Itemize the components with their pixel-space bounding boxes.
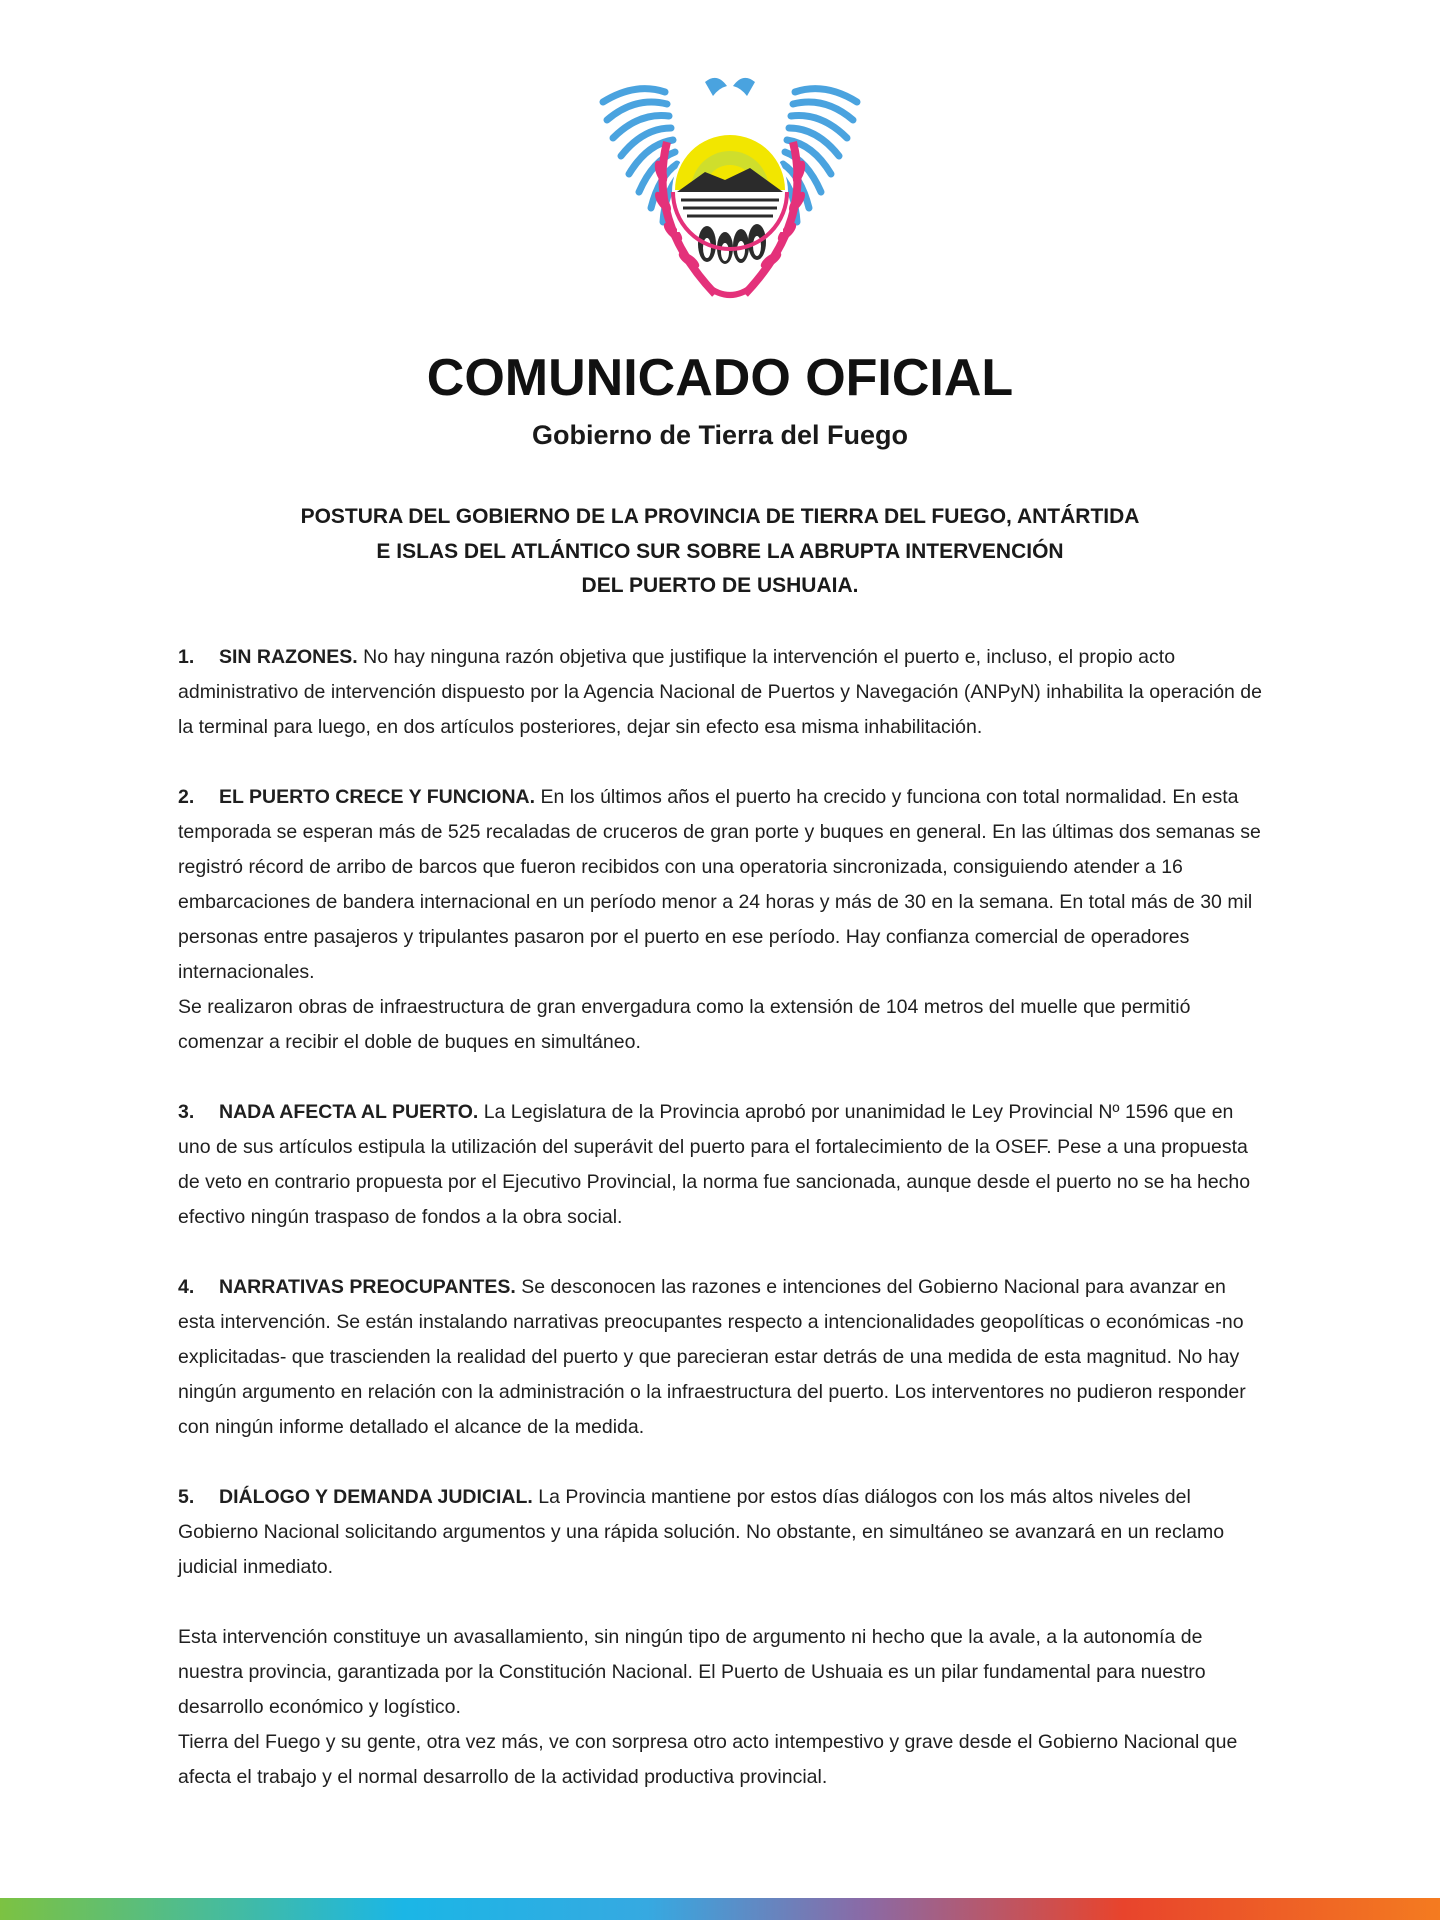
item-text: No hay ninguna razón objetiva que justifique la intervención el puerto e, incluso, el propio acto administrativo de intervención dispuesto por la Agencia Nacional de Puertos y Navegación (ANPyN) inhabilita la operación de la terminal para luego, en dos artículos posteriores, dejar sin efecto esa misma inhabilitación.	[178, 646, 1262, 738]
coat-of-arms-icon	[595, 72, 865, 304]
statement-item-5	[178, 1480, 1268, 1585]
closing-paragraphs	[178, 1620, 1268, 1795]
item-title: NARRATIVAS PREOCUPANTES.	[219, 1276, 516, 1298]
statement-body	[178, 640, 1268, 1795]
item-title: NADA AFECTA AL PUERTO.	[219, 1101, 479, 1123]
page-subtitle: Gobierno de Tierra del Fuego	[531, 420, 909, 450]
headline-line: POSTURA DEL GOBIERNO DE LA PROVINCIA DE TIERRA DEL FUEGO, ANTÁRTIDA	[300, 505, 1140, 528]
statement-item-2	[178, 780, 1268, 1060]
item-number: 2.	[178, 786, 195, 808]
headline-line: E ISLAS DEL ATLÁNTICO SUR SOBRE LA ABRUPTA INTERVENCIÓN	[376, 539, 1064, 563]
province-coat-of-arms	[595, 72, 865, 304]
item-number: 4.	[178, 1276, 195, 1298]
statement-item-4	[178, 1270, 1268, 1445]
statement-headline	[0, 500, 1440, 604]
item-text: La Provincia mantiene por estos días diálogos con los más altos niveles del Gobierno Nacional solicitando argumentos y una rápida solución. No obstante, en simultáneo se avanzará en un reclamo judicial inmediato.	[178, 1486, 1225, 1578]
statement-item-3	[178, 1095, 1268, 1235]
item-title: DIÁLOGO Y DEMANDA JUDICIAL.	[219, 1486, 533, 1508]
closing-paragraph: Esta intervención constituye un avasallamiento, sin ningún tipo de argumento ni hecho que la avale, a la autonomía de nuestra provincia, garantizada por la Constitución Nacional. El Puerto de Ushuaia es un pilar fundamental para nuestro desarrollo económico y logístico.	[178, 1626, 1206, 1718]
page-title: COMUNICADO OFICIAL	[426, 349, 1014, 407]
item-extra-text: Se realizaron obras de infraestructura de gran envergadura como la extensión de 104 metros del muelle que permitió comenzar a recibir el doble de buques en simultáneo.	[178, 996, 1191, 1053]
item-title: EL PUERTO CRECE Y FUNCIONA.	[219, 786, 536, 808]
item-number: 5.	[178, 1486, 195, 1508]
item-text: Se desconocen las razones e intenciones del Gobierno Nacional para avanzar en esta intervención. Se están instalando narrativas preocupantes respecto a intencionalidades geopolíticas o económicas -no explicitadas- que trascienden la realidad del puerto y que parecieran estar detrás de una medida de esta magnitud. No hay ningún argumento en relación con la administración o la infraestructura del puerto. Los interventores no pudieron responder con ningún informe detallado el alcance de la medida.	[178, 1276, 1246, 1438]
item-number: 1.	[178, 646, 195, 668]
headline-line: DEL PUERTO DE USHUAIA.	[581, 574, 859, 597]
footer-color-bar	[0, 1898, 1440, 1920]
item-text: En los últimos años el puerto ha crecido y funciona con total normalidad. En esta temporada se esperan más de 525 recaladas de cruceros de gran porte y buques en general. En las últimas dos semanas se registró récord de arribo de barcos que fueron recibidos con una operatoria sincronizada, consiguiendo atender a 16 embarcaciones de bandera internacional en un período menor a 24 horas y más de 30 en la semana. En total más de 30 mil personas entre pasajeros y tripulantes pasaron por el puerto en ese período. Hay confianza comercial de operadores internacionales.	[178, 786, 1261, 983]
item-text: La Legislatura de la Provincia aprobó por unanimidad le Ley Provincial Nº 1596 que en uno de sus artículos estipula la utilización del superávit del puerto para el fortalecimiento de la OSEF. Pese a una propuesta de veto en contrario propuesta por el Ejecutivo Provincial, la norma fue sancionada, aunque desde el puerto no se ha hecho efectivo ningún traspaso de fondos a la obra social.	[178, 1101, 1251, 1228]
closing-paragraph: Tierra del Fuego y su gente, otra vez más, ve con sorpresa otro acto intempestivo y grave desde el Gobierno Nacional que afecta el trabajo y el normal desarrollo de la actividad productiva provincial.	[178, 1731, 1238, 1788]
item-title: SIN RAZONES.	[219, 646, 358, 668]
statement-item-1	[178, 640, 1268, 745]
item-number: 3.	[178, 1101, 195, 1123]
